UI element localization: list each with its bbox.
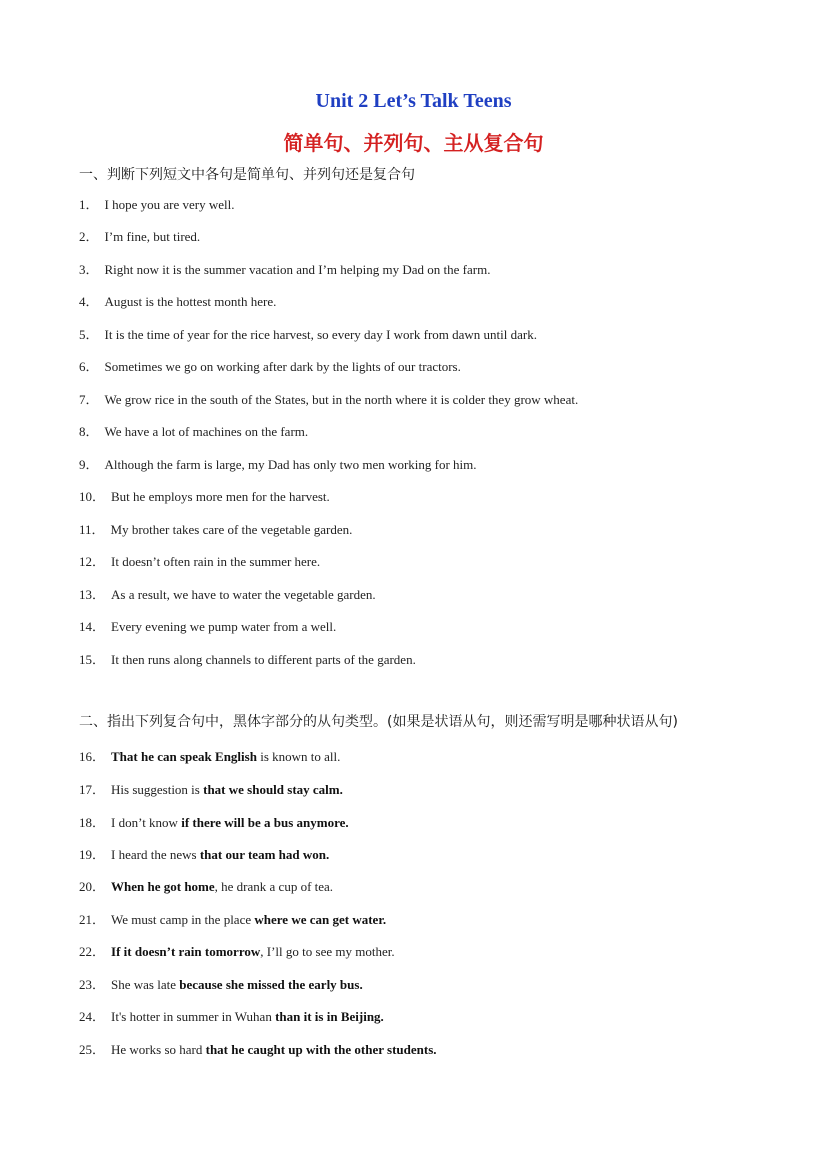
question-text-plain: We must camp in the place [111, 912, 255, 927]
section-1-heading: 一、判断下列短文中各句是简单句、并列句还是复合句 [79, 167, 415, 183]
question-22 [79, 943, 395, 961]
question-text-plain: His suggestion is [111, 782, 204, 797]
question-text: My brother takes care of the vegetable garden. [110, 522, 353, 537]
question-number: 25． [79, 1042, 106, 1057]
question-21 [79, 911, 386, 929]
question-20 [79, 878, 333, 896]
question-text-bold-clause: if there will be a bus anymore. [181, 815, 349, 830]
question-text: As a result, we have to water the vegetable garden. [111, 587, 376, 602]
question-number: 14． [79, 619, 106, 634]
question-9 [79, 456, 477, 474]
question-number: 16． [79, 749, 106, 764]
question-text: It is the time of year for the rice harvest, so every day I work from dawn until dark. [104, 327, 537, 342]
question-number: 23． [79, 977, 106, 992]
question-number: 3． [79, 262, 99, 277]
question-text-bold-clause: because she missed the early bus. [179, 977, 363, 992]
question-text: Sometimes we go on working after dark by the lights of our tractors. [104, 359, 461, 374]
question-23 [79, 976, 363, 994]
document-subtitle: 简单句、并列句、主从复合句 [283, 131, 544, 155]
question-5 [79, 326, 537, 344]
question-text-plain: She was late [111, 977, 180, 992]
question-text-bold-clause: that our team had won. [199, 847, 330, 862]
question-number: 22． [79, 944, 106, 959]
question-text-plain: , I’ll go to see my mother. [260, 944, 395, 959]
question-number: 19． [79, 847, 106, 862]
question-text-plain: , he drank a cup of tea. [214, 879, 334, 894]
question-24 [79, 1008, 384, 1026]
question-number: 18． [79, 815, 106, 830]
question-3 [79, 261, 490, 279]
document-title: Unit 2 Let’s Talk Teens [315, 90, 512, 112]
question-number: 15． [79, 652, 106, 667]
question-17 [79, 781, 343, 799]
question-number: 2． [79, 229, 99, 244]
question-text-bold-clause: than it is in Beijing. [275, 1009, 384, 1024]
question-number: 13． [79, 587, 106, 602]
question-number: 21． [79, 912, 106, 927]
question-number: 9． [79, 457, 99, 472]
question-text: Although the farm is large, my Dad has only two men working for him. [104, 457, 477, 472]
question-8 [79, 423, 308, 441]
question-text-bold-clause: If it doesn’t rain tomorrow [111, 944, 261, 959]
question-12 [79, 553, 320, 571]
question-2 [79, 228, 200, 246]
question-number: 17． [79, 782, 106, 797]
question-19 [79, 846, 329, 864]
question-text-plain: is known to all. [256, 749, 341, 764]
question-10 [79, 488, 330, 506]
question-7 [79, 391, 578, 409]
question-text: It doesn’t often rain in the summer here. [111, 554, 321, 569]
question-number: 6． [79, 359, 99, 374]
question-number: 10． [79, 489, 106, 504]
question-text-bold-clause: When he got home [111, 879, 215, 894]
question-number: 11． [79, 522, 105, 537]
question-text: Right now it is the summer vacation and I’m helping my Dad on the farm. [104, 262, 491, 277]
question-text: It then runs along channels to different parts of the garden. [111, 652, 416, 667]
question-text-plain: I heard the news [111, 847, 200, 862]
question-15 [79, 651, 416, 669]
question-text: We have a lot of machines on the farm. [104, 424, 309, 439]
question-number: 12． [79, 554, 106, 569]
question-text-plain: It's hotter in summer in Wuhan [111, 1009, 276, 1024]
question-4 [79, 293, 276, 311]
question-25 [79, 1041, 437, 1059]
question-number: 1． [79, 197, 99, 212]
question-number: 5． [79, 327, 99, 342]
question-6 [79, 358, 461, 376]
question-text: We grow rice in the south of the States, but in the north where it is colder they grow wheat. [104, 392, 579, 407]
question-text: I hope you are very well. [104, 197, 235, 212]
question-1 [79, 196, 234, 214]
question-text-bold-clause: That he can speak English [111, 749, 257, 764]
question-11 [79, 521, 352, 539]
question-text-plain: I don’t know [111, 815, 182, 830]
question-text: I’m fine, but tired. [104, 229, 201, 244]
question-text-plain: He works so hard [111, 1042, 206, 1057]
question-18 [79, 814, 349, 832]
question-13 [79, 586, 376, 604]
question-number: 7． [79, 392, 99, 407]
question-number: 8． [79, 424, 99, 439]
question-14 [79, 618, 336, 636]
question-text: But he employs more men for the harvest. [111, 489, 330, 504]
question-text: Every evening we pump water from a well. [111, 619, 337, 634]
question-number: 20． [79, 879, 106, 894]
section-2-heading: 二、指出下列复合句中，黑体字部分的从句类型。(如果是状语从句，则还需写明是哪种状语从句) [79, 714, 678, 730]
question-text-bold-clause: that we should stay calm. [203, 782, 343, 797]
question-number: 4． [79, 294, 99, 309]
question-text-bold-clause: where we can get water. [254, 912, 387, 927]
question-16 [79, 748, 340, 766]
question-text-bold-clause: that he caught up with the other students. [205, 1042, 437, 1057]
question-text: August is the hottest month here. [104, 294, 277, 309]
question-number: 24． [79, 1009, 106, 1024]
